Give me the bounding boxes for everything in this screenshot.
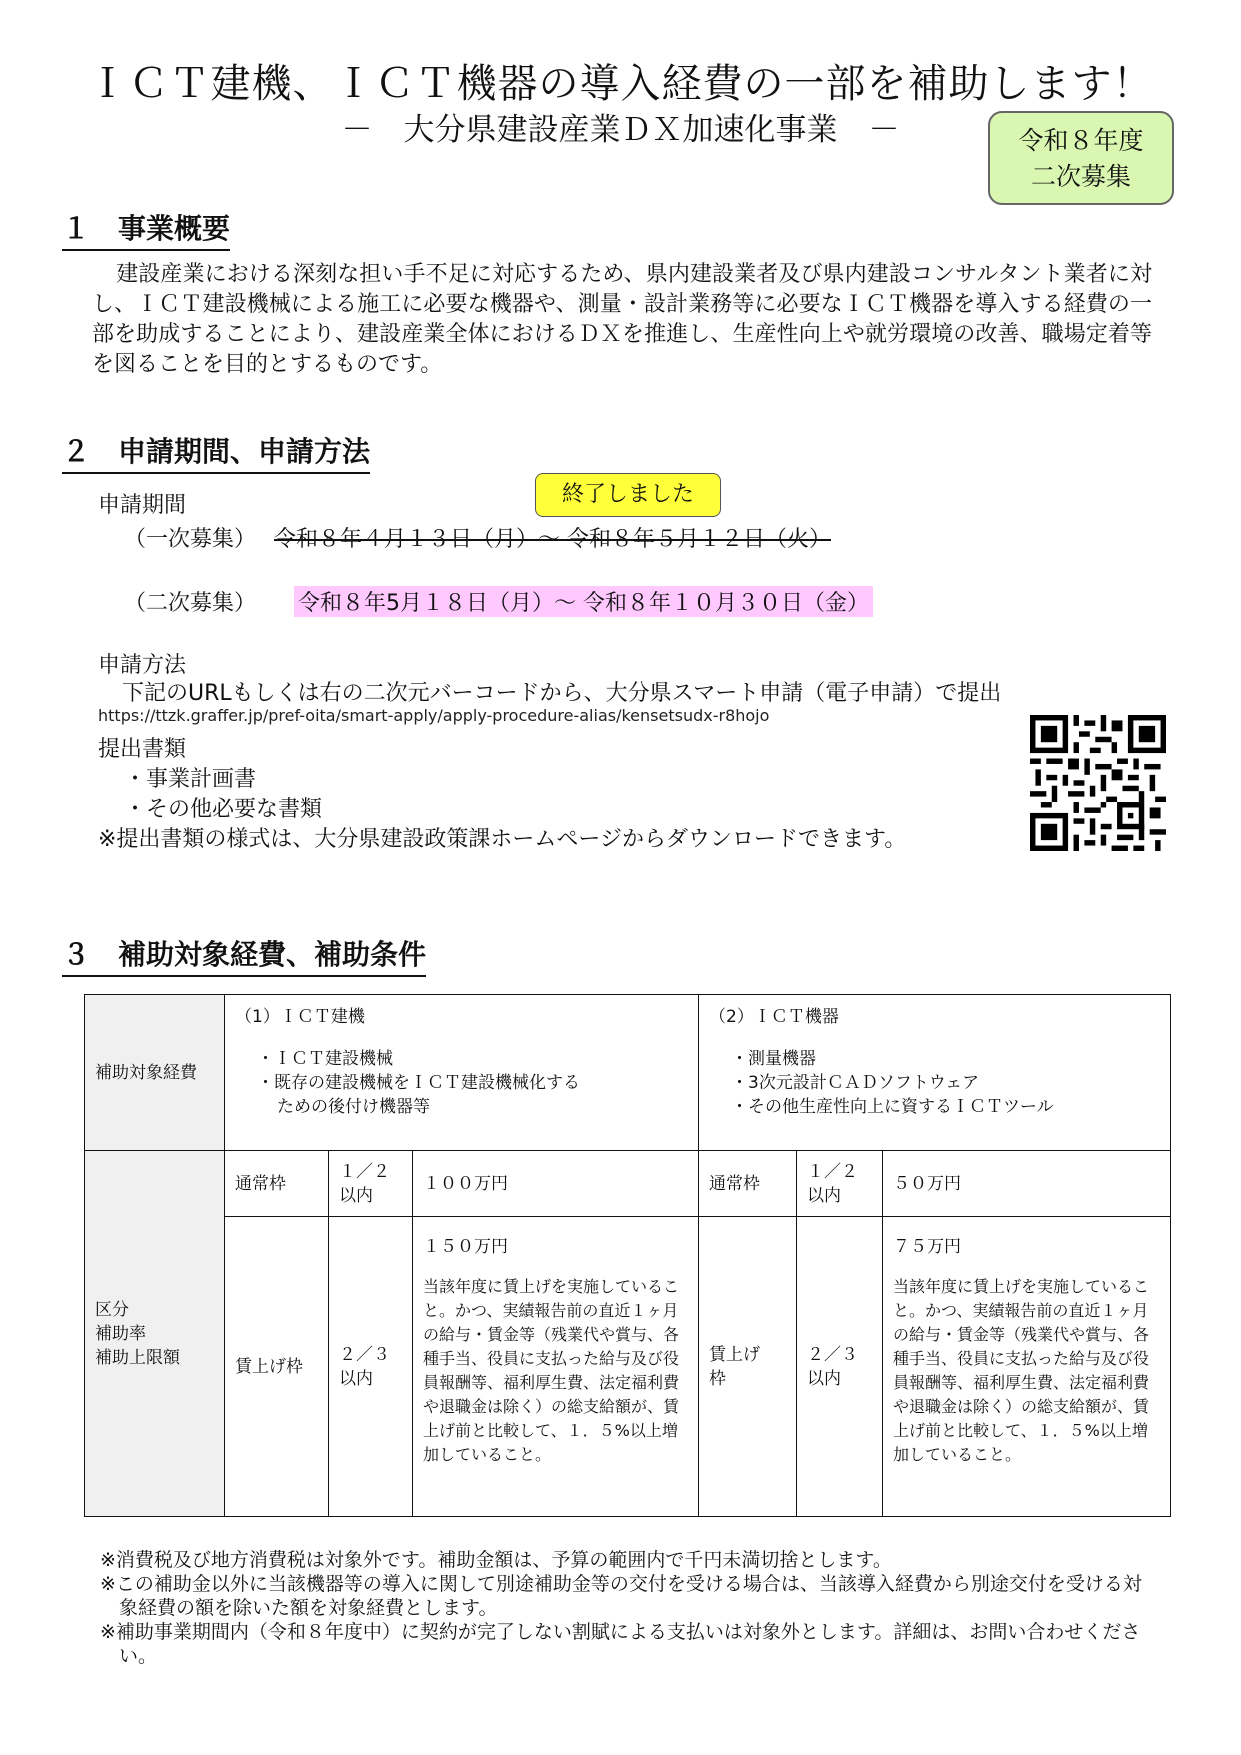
round2-dates: 令和８年5月１８日（月）～ 令和８年１０月３０日（金）	[294, 586, 873, 617]
machine-item: ための後付け機器等	[277, 1097, 430, 1117]
method-label: 申請方法	[98, 653, 187, 678]
period-label: 申請期間	[98, 493, 187, 518]
device-title: （2）ＩＣＴ機器	[709, 1007, 839, 1027]
docs-note: ※提出書類の様式は、大分県建設政策課ホームページからダウンロードできます。	[98, 827, 907, 852]
machine-wage-detail	[413, 1217, 699, 1517]
rate-suffix: 以内	[807, 1368, 841, 1389]
device-wage-label	[699, 1217, 797, 1517]
badge-year: 令和８年度	[1018, 126, 1144, 155]
doc-item: ・その他必要な書類	[124, 797, 323, 822]
doc-item: ・事業計画書	[124, 767, 257, 792]
conditions-table	[84, 994, 1171, 1517]
page-title: ＩＣＴ建機、ＩＣＴ機器の導入経費の一部を補助します！	[87, 61, 1154, 107]
machine-normal-rate	[329, 1151, 413, 1217]
wage-label-line: 賃上げ	[709, 1344, 760, 1365]
row-head-limit: 補助上限額	[95, 1347, 180, 1368]
machine-title: （1）ＩＣＴ建機	[235, 1007, 365, 1027]
machine-wage-limit: １５０万円	[423, 1237, 508, 1257]
page-subtitle: － 大分県建設産業ＤＸ加速化事業 －	[341, 112, 900, 148]
rate-fraction: １／２	[339, 1161, 390, 1182]
wage-condition-text: 当該年度に賃上げを実施していること。かつ、実績報告前の直近１ヶ月の給与・賃金等（残業代や賞与、各種手当、役員に支払った給与及び役員報酬等、福利厚生費、法定福利費や退職金は除く）の総支給額が、賃上げ前と比較して、１．５%以上増加していること。	[893, 1277, 1150, 1464]
machine-cell	[225, 995, 699, 1151]
device-wage-detail	[883, 1217, 1171, 1517]
device-item: ・その他生産性向上に資するＩＣＴツール	[731, 1097, 1054, 1117]
badge-round: 二次募集	[1030, 162, 1131, 191]
footnote: ※この補助金以外に当該機器等の導入に関して別途補助金等の交付を受ける場合は、当該導入経費から別途交付を受ける対象経費の額を除いた額を対象経費とします。	[100, 1573, 1142, 1619]
machine-item: ・ＩＣＴ建設機械	[257, 1049, 393, 1069]
device-item: ・3次元設計ＣＡＤソフトウェア	[731, 1073, 980, 1093]
ended-badge: 終了しました	[535, 473, 721, 517]
section-heading-overview: １ 事業概要	[62, 207, 230, 251]
qr-code-icon[interactable]	[1030, 715, 1166, 851]
footnote: ※消費税及び地方消費税は対象外です。補助金額は、予算の範囲内で千円未満切捨とします。	[100, 1549, 892, 1571]
footnote: ※補助事業期間内（令和８年度中）に契約が完了しない割賦による支払いは対象外とします。詳細は、お問い合わせください。	[100, 1621, 1141, 1667]
row-head-category: 区分	[95, 1299, 129, 1320]
row-head-target: 補助対象経費	[85, 995, 225, 1151]
device-normal-rate	[797, 1151, 883, 1217]
machine-normal-label: 通常枠	[225, 1151, 329, 1217]
rate-fraction: １／２	[807, 1161, 858, 1182]
machine-wage-label: 賃上げ枠	[225, 1217, 329, 1517]
section-heading-conditions: ３ 補助対象経費、補助条件	[62, 933, 426, 977]
device-normal-label: 通常枠	[699, 1151, 797, 1217]
rate-fraction: ２／３	[807, 1344, 858, 1365]
device-normal-limit: ５０万円	[883, 1151, 1171, 1217]
machine-wage-rate	[329, 1217, 413, 1517]
docs-label: 提出書類	[98, 737, 187, 762]
row-head-rate	[85, 1151, 225, 1517]
rate-fraction: ２／３	[339, 1344, 390, 1365]
round1-dates: 令和８年４月１３日（月）～ 令和８年５月１２日（火）	[274, 527, 831, 552]
machine-normal-limit: １００万円	[413, 1151, 699, 1217]
overview-text: 建設産業における深刻な担い手不足に対応するため、県内建設業者及び県内建設コンサルタント業者に対し、ＩＣＴ建設機械による施工に必要な機器や、測量・設計業務等に必要なＩＣＴ機器を導入する経費の一部を助成することにより、建設産業全体におけるＤＸを推進し、生産性向上や就労環境の改善、職場定着等を図ることを目的とするものです。	[92, 262, 1152, 377]
rate-suffix: 以内	[807, 1185, 841, 1206]
device-item: ・測量機器	[731, 1049, 816, 1069]
machine-item: ・既存の建設機械をＩＣＴ建設機械化する	[257, 1073, 580, 1093]
device-wage-limit: ７５万円	[893, 1237, 961, 1257]
section-heading-application: ２ 申請期間、申請方法	[62, 430, 370, 474]
rate-suffix: 以内	[339, 1185, 373, 1206]
round2-label: （二次募集）	[124, 591, 257, 616]
footnotes	[100, 1548, 1160, 1668]
wage-condition-text: 当該年度に賃上げを実施していること。かつ、実績報告前の直近１ヶ月の給与・賃金等（残業代や賞与、各種手当、役員に支払った給与及び役員報酬等、福利厚生費、法定福利費や退職金は除く）の総支給額が、賃上げ前と比較して、１．５%以上増加していること。	[423, 1277, 680, 1464]
round-badge	[988, 111, 1174, 205]
wage-label-line: 枠	[709, 1368, 726, 1389]
rate-suffix: 以内	[339, 1368, 373, 1389]
application-url[interactable]: https://ttzk.graffer.jp/pref-oita/smart-apply/apply-procedure-alias/kensetsudx-r8hojo	[98, 706, 770, 725]
device-wage-rate	[797, 1217, 883, 1517]
row-head-ratio: 補助率	[95, 1323, 146, 1344]
round1-label: （一次募集）	[124, 527, 257, 552]
device-cell	[699, 995, 1171, 1151]
method-text: 下記のURLもしくは右の二次元バーコードから、大分県スマート申請（電子申請）で提出	[122, 681, 1002, 706]
